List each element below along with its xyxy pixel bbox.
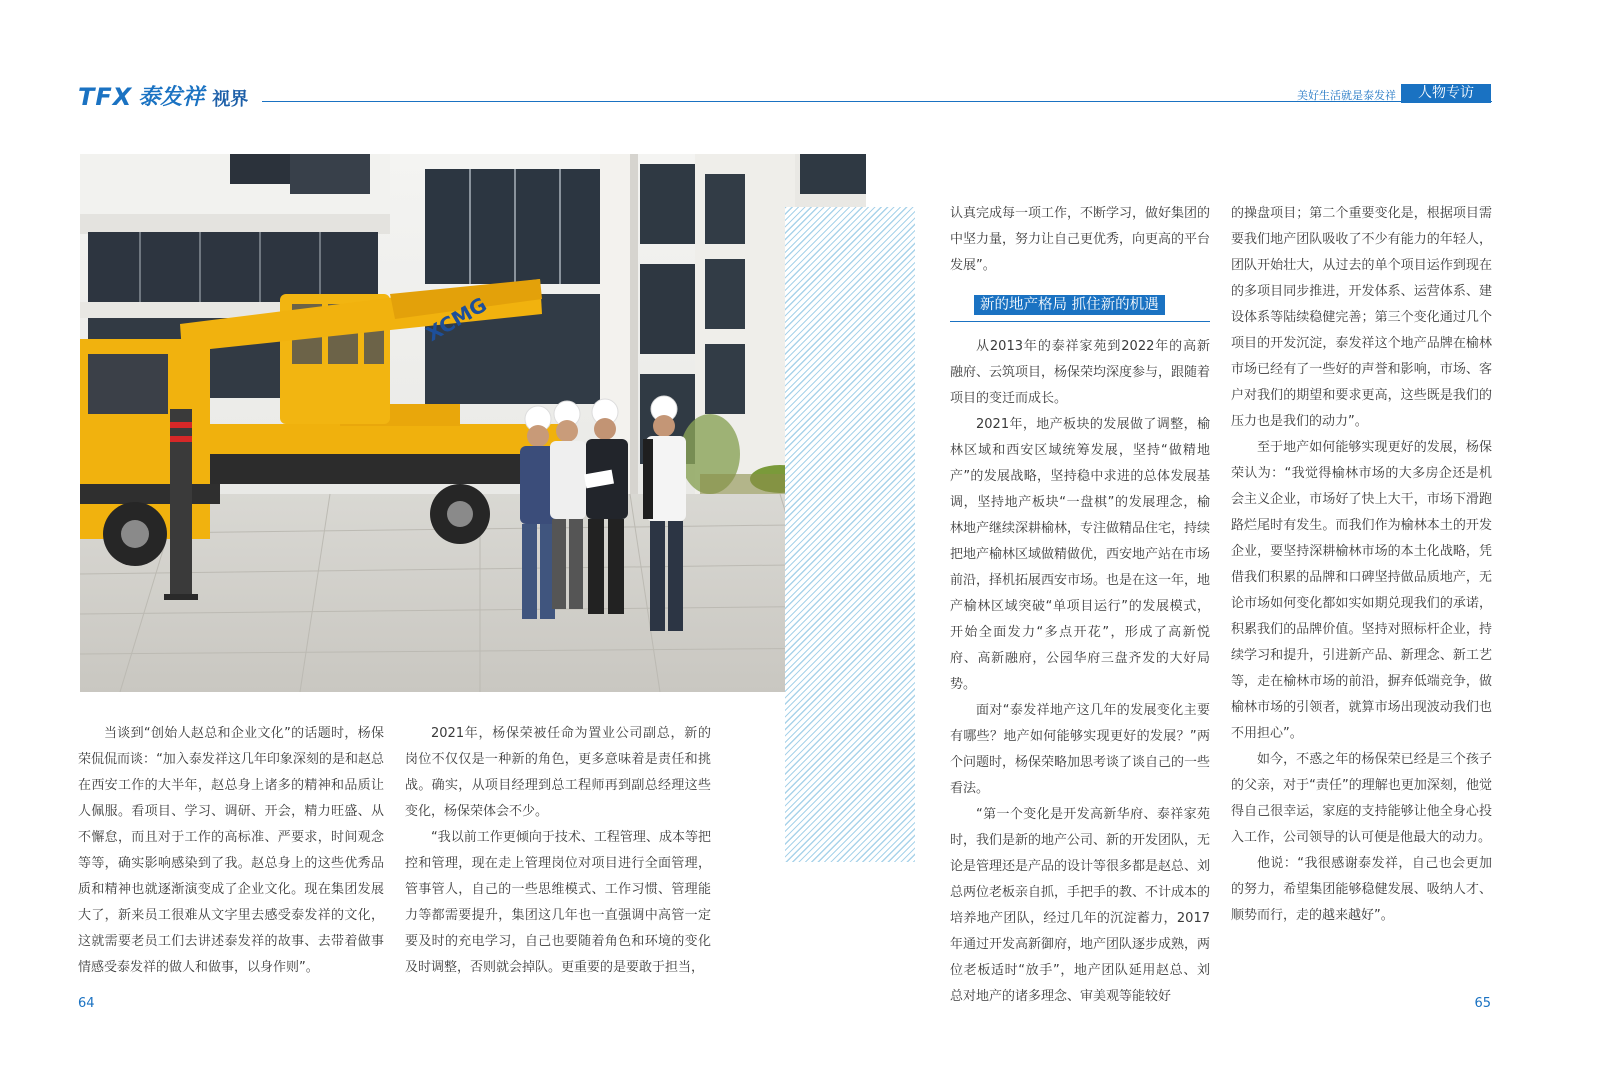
logo-chinese: 泰发祥 (138, 85, 205, 110)
paragraph: 认真完成每一项工作，不断学习，做好集团的中坚力量，努力让自己更优秀，向更高的平台发展”。 (950, 206, 1211, 273)
text-column-1 (78, 721, 384, 981)
paragraph: 2021年，杨保荣被任命为置业公司副总，新的岗位不仅仅是一种新的角色，更多意味着是责任和挑战。确实，从项目经理到总工程师再到副总经理这些变化，杨保荣体会不少。 (405, 726, 711, 819)
workers-group (520, 396, 686, 631)
logo-latin: TFX (78, 83, 133, 111)
paragraph: 当谈到“创始人赵总和企业文化”的话题时，杨保荣侃侃而谈：“加入泰发祥这几年印象深刻的是和赵总在西安工作的大半年，赵总身上诸多的精神和品质让人佩服。看项目、学习、调研、开会，精力旺盛、从不懈怠，而且对于工作的高标准、严要求，时间观念等等，确实影响感染到了我。赵总身上的这些优秀品质和精神也就逐渐演变成了企业文化。现在集团发展大了，新来员工很难从文字里去感受泰发祥的文化，这就需要老员工们去讲述泰发祥的故事、去带着做事情感受泰发祥的做人和做事，以身作则”。 (78, 726, 384, 975)
section-subheading (950, 295, 1210, 322)
section-tag: 人物专访 (1401, 84, 1491, 103)
paragraph: 从2013年的泰祥家苑到2022年的高新融府、云筑项目，杨保荣均深度参与，跟随着项目的变迁而成长。 (950, 339, 1211, 406)
text-column-3 (950, 201, 1210, 1010)
text-column-2 (405, 721, 711, 981)
slogan: 美好生活就是泰发祥 (1297, 89, 1396, 102)
paragraph: 他说：“我很感谢泰发祥，自己也会更加的努力，希望集团能够稳健发展、吸纳人才、顺势而行，走的越来越好”。 (1231, 856, 1492, 923)
paragraph: 至于地产如何能够实现更好的发展，杨保荣认为：“我觉得榆林市场的大多房企还是机会主义企业，市场好了快上大干，市场下滑跑路烂尾时有发生。而我们作为榆林本土的开发企业，要坚持深耕榆林市场的本土化战略，凭借我们积累的品牌和口碑坚持做品质地产，无论市场如何变化都如实如期兑现我们的承诺，积累我们的品牌价值。坚持对照标杆企业，持续学习和提升，引进新产品、新理念、新工艺等，走在榆林市场的前沿，摒弃低端竞争，做榆林市场的引领者，就算市场出现波动我们也不用担心”。 (1231, 440, 1492, 741)
subheading-text: 新的地产格局 抓住新的机遇 (974, 295, 1165, 315)
crane-brand-label: XCMG (421, 292, 491, 347)
paragraph: 如今，不惑之年的杨保荣已经是三个孩子的父亲，对于“责任”的理解也更加深刻，他觉得自己很幸运，家庭的支持能够让他全身心投入工作，公司领导的认可便是他最大的动力。 (1231, 752, 1492, 845)
paragraph: “第一个变化是开发高新华府、泰祥家苑时，我们是新的地产公司、新的开发团队，无论是管理还是产品的设计等很多都是赵总、刘总两位老板亲自抓，手把手的教、不计成本的培养地产团队，经过几年的沉淀蓄力，2017年通过开发高新御府，地产团队逐步成熟，两位老板适时“放手”，地产团队延用赵总、刘总对地产的诸多理念、审美观等能较好 (950, 807, 1211, 1004)
construction-site-illustration (80, 154, 866, 692)
page-number-left: 64 (78, 996, 95, 1011)
decorative-hatch (785, 207, 915, 862)
feature-photo (80, 154, 866, 692)
paragraph: “我以前工作更倾向于技术、工程管理、成本等把控和管理，现在走上管理岗位对项目进行全面管理，管事管人，自己的一些思维模式、工作习惯、管理能力等都需要提升，集团这几年也一直强调中高管一定要及时的充电学习，自己也要随着角色和环境的变化及时调整，否则就会掉队。更重要的是要敢于担当， (405, 830, 711, 975)
logo-view: 视界 (212, 89, 249, 110)
page-number-right: 65 (1474, 996, 1491, 1011)
paragraph: 2021年，地产板块的发展做了调整，榆林区域和西安区域统筹发展，坚持“做精地产”的发展战略，坚持稳中求进的总体发展基调，坚持地产板块“一盘棋”的发展理念，榆林地产继续深耕榆林，专注做精品住宅，持续把地产榆林区域做精做优，西安地产站在市场前沿，择机拓展西安市场。也是在这一年，地产榆林区域突破“单项目运行”的发展模式，开始全面发力“多点开花”，形成了高新悦府、高新融府，公园华府三盘齐发的大好局势。 (950, 417, 1211, 692)
paragraph: 面对“泰发祥地产这几年的发展变化主要有哪些？地产如何能够实现更好的发展？”两个问题时，杨保荣略加思考谈了谈自己的一些看法。 (950, 703, 1211, 796)
text-column-4 (1231, 201, 1492, 929)
magazine-logo (78, 80, 248, 111)
magazine-header (0, 0, 1600, 120)
paragraph: 的操盘项目；第二个重要变化是，根据项目需要我们地产团队吸收了不少有能力的年轻人，团队开始壮大，从过去的单个项目运作到现在的多项目同步推进，开发体系、运营体系、建设体系等陆续稳健完善；第三个变化通过几个项目的开发沉淀，泰发祥这个地产品牌在榆林市场已经有了一些好的声誉和影响，市场、客户对我们的期望和要求更高，这些既是我们的压力也是我们的动力”。 (1231, 206, 1492, 429)
